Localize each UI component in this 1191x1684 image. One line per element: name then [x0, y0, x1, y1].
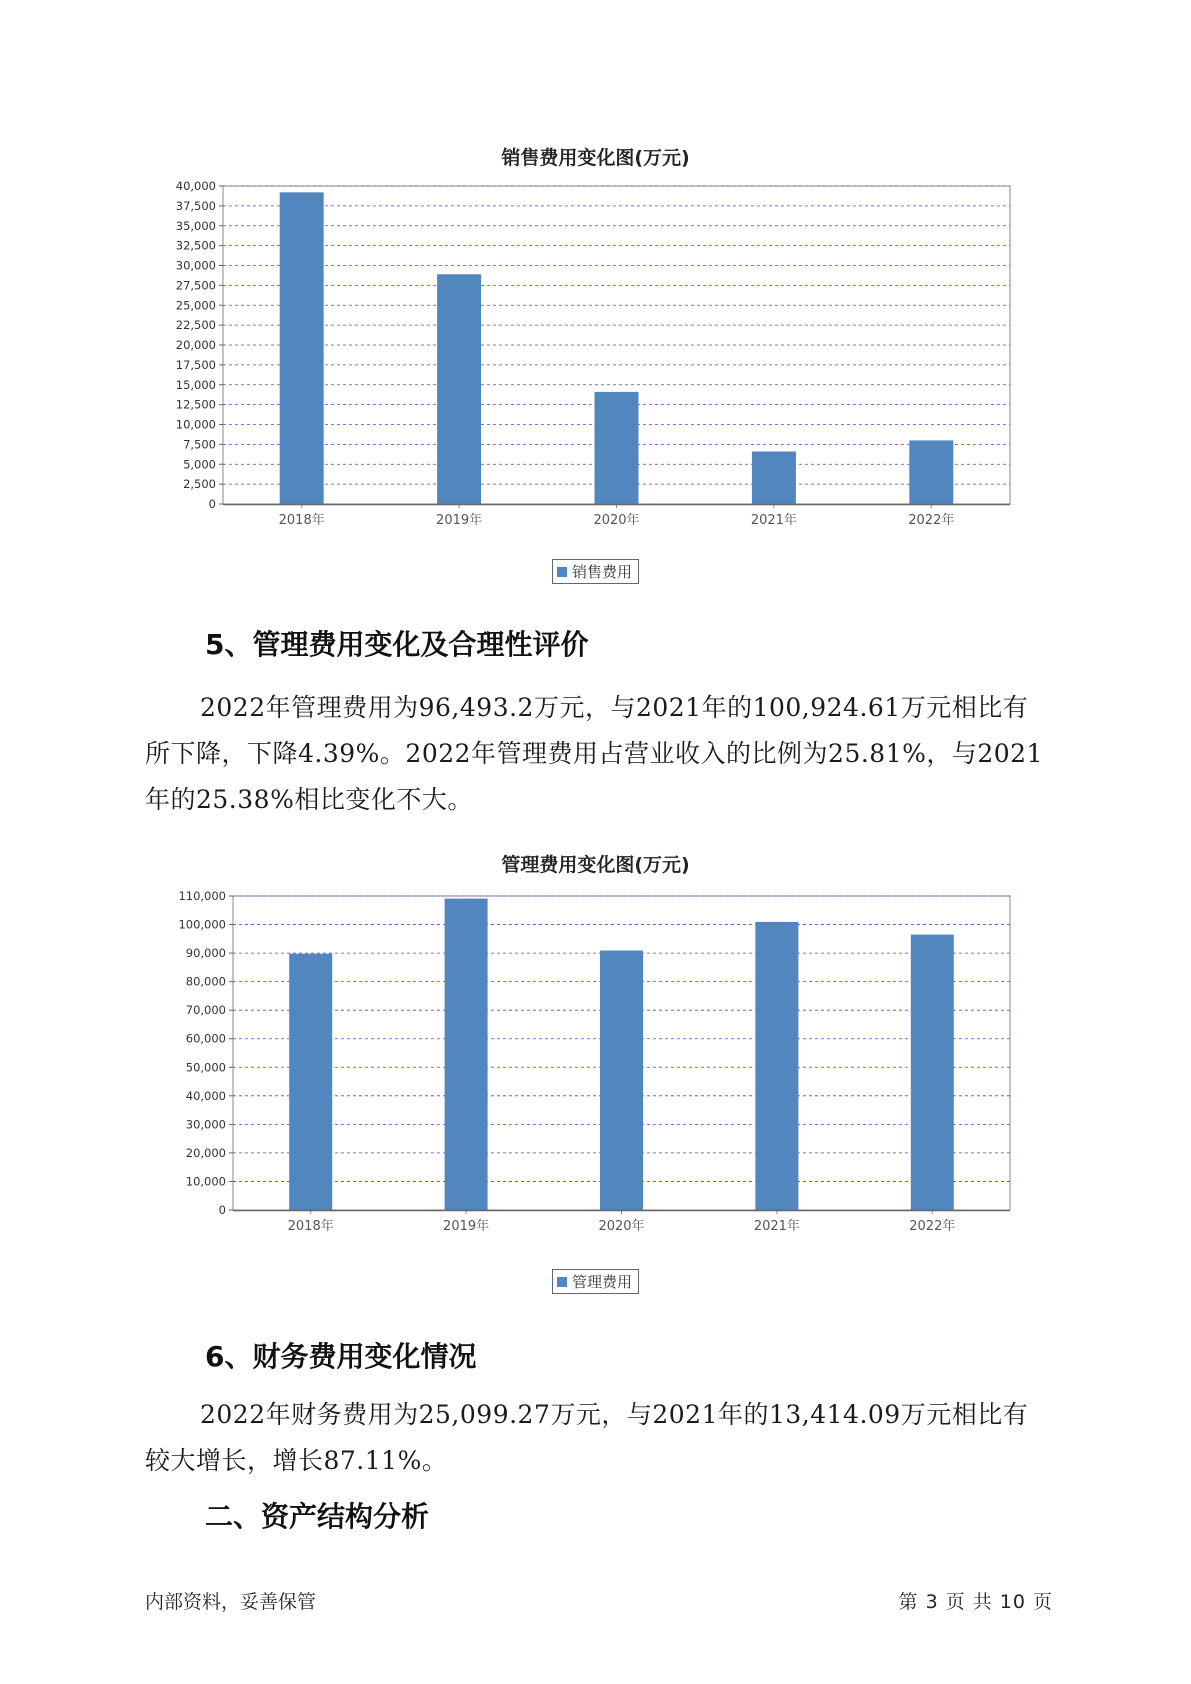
y-tick-label: 32,500: [175, 238, 216, 253]
y-tick-label: 60,000: [185, 1031, 226, 1046]
x-tick-label: 2021年: [750, 513, 797, 528]
admin-expense-chart: [140, 880, 1020, 1234]
y-tick-label: 25,000: [175, 298, 216, 313]
x-tick-label: 2020年: [593, 513, 640, 528]
y-tick-label: 0: [218, 1203, 226, 1217]
y-tick-label: 70,000: [185, 1003, 226, 1018]
sales-expense-chart-svg: [140, 170, 1020, 528]
y-tick-label: 50,000: [185, 1060, 226, 1075]
y-tick-label: 30,000: [185, 1117, 226, 1132]
chart1-legend-label: 销售费用: [572, 563, 633, 581]
y-tick-label: 37,500: [175, 198, 216, 213]
legend-swatch: [557, 1277, 567, 1287]
y-tick-label: 7,500: [183, 437, 216, 452]
y-tick-label: 100,000: [178, 917, 226, 932]
section5-heading: 5、管理费用变化及合理性评价: [205, 628, 589, 661]
y-tick-label: 80,000: [185, 974, 226, 989]
section5-paragraph: 2022年管理费用为96,493.2万元，与2021年的100,924.61万元相比有所下降，下降4.39%。2022年管理费用占营业收入的比例为25.81%，与2021年的25.38%相比变化不大。: [145, 693, 1043, 814]
chart2-legend: [552, 1269, 639, 1294]
bar: [911, 935, 954, 1210]
y-tick-label: 20,000: [175, 338, 216, 352]
section6-paragraph: 2022年财务费用为25,099.27万元，与2021年的13,414.09万元相比有较大增长，增长87.11%。: [145, 1400, 1029, 1475]
chart2-title: 管理费用变化图(万元): [501, 854, 690, 876]
bar: [752, 452, 796, 504]
y-tick-label: 27,500: [175, 278, 216, 293]
x-tick-label: 2021年: [753, 1219, 800, 1234]
x-tick-label: 2022年: [908, 513, 955, 528]
legend-swatch: [557, 567, 567, 577]
bar: [909, 440, 953, 504]
bar: [600, 951, 643, 1210]
y-tick-label: 22,500: [175, 318, 216, 333]
y-tick-label: 40,000: [185, 1088, 226, 1103]
chart2-legend-label: 管理费用: [572, 1273, 633, 1291]
x-tick-label: 2019年: [436, 513, 483, 528]
section-two-heading: 二、资产结构分析: [205, 1500, 430, 1533]
x-tick-label: 2019年: [443, 1219, 490, 1234]
y-tick-label: 20,000: [185, 1145, 226, 1160]
y-tick-label: 35,000: [175, 218, 216, 233]
bar: [445, 899, 488, 1210]
section6-heading: 6、财务费用变化情况: [205, 1340, 477, 1373]
sales-expense-chart: [140, 170, 1020, 528]
chart1-legend: [552, 559, 639, 584]
footer-confidential: 内部资料，妥善保管: [145, 1591, 317, 1613]
bar: [280, 192, 324, 504]
y-tick-label: 15,000: [175, 377, 216, 392]
x-tick-label: 2022年: [909, 1219, 956, 1234]
admin-expense-chart-svg: [140, 880, 1020, 1234]
footer-page-number: 第 3 页 共 10 页: [898, 1591, 1053, 1613]
x-tick-label: 2018年: [278, 513, 325, 528]
y-tick-label: 30,000: [175, 258, 216, 273]
y-tick-label: 17,500: [175, 357, 216, 372]
x-tick-label: 2020年: [598, 1219, 645, 1234]
bar: [755, 922, 798, 1210]
bar: [437, 274, 481, 504]
bar: [289, 954, 332, 1210]
y-tick-label: 12,500: [175, 397, 216, 412]
y-tick-label: 10,000: [185, 1174, 226, 1189]
bar: [595, 392, 639, 504]
y-tick-label: 2,500: [183, 477, 216, 492]
x-tick-label: 2018年: [287, 1219, 334, 1234]
y-tick-label: 5,000: [183, 457, 216, 472]
y-tick-label: 40,000: [175, 179, 216, 193]
y-tick-label: 90,000: [185, 946, 226, 961]
y-tick-label: 10,000: [175, 417, 216, 432]
y-tick-label: 110,000: [178, 889, 226, 903]
y-tick-label: 0: [208, 497, 216, 511]
chart1-title: 销售费用变化图(万元): [501, 147, 690, 169]
